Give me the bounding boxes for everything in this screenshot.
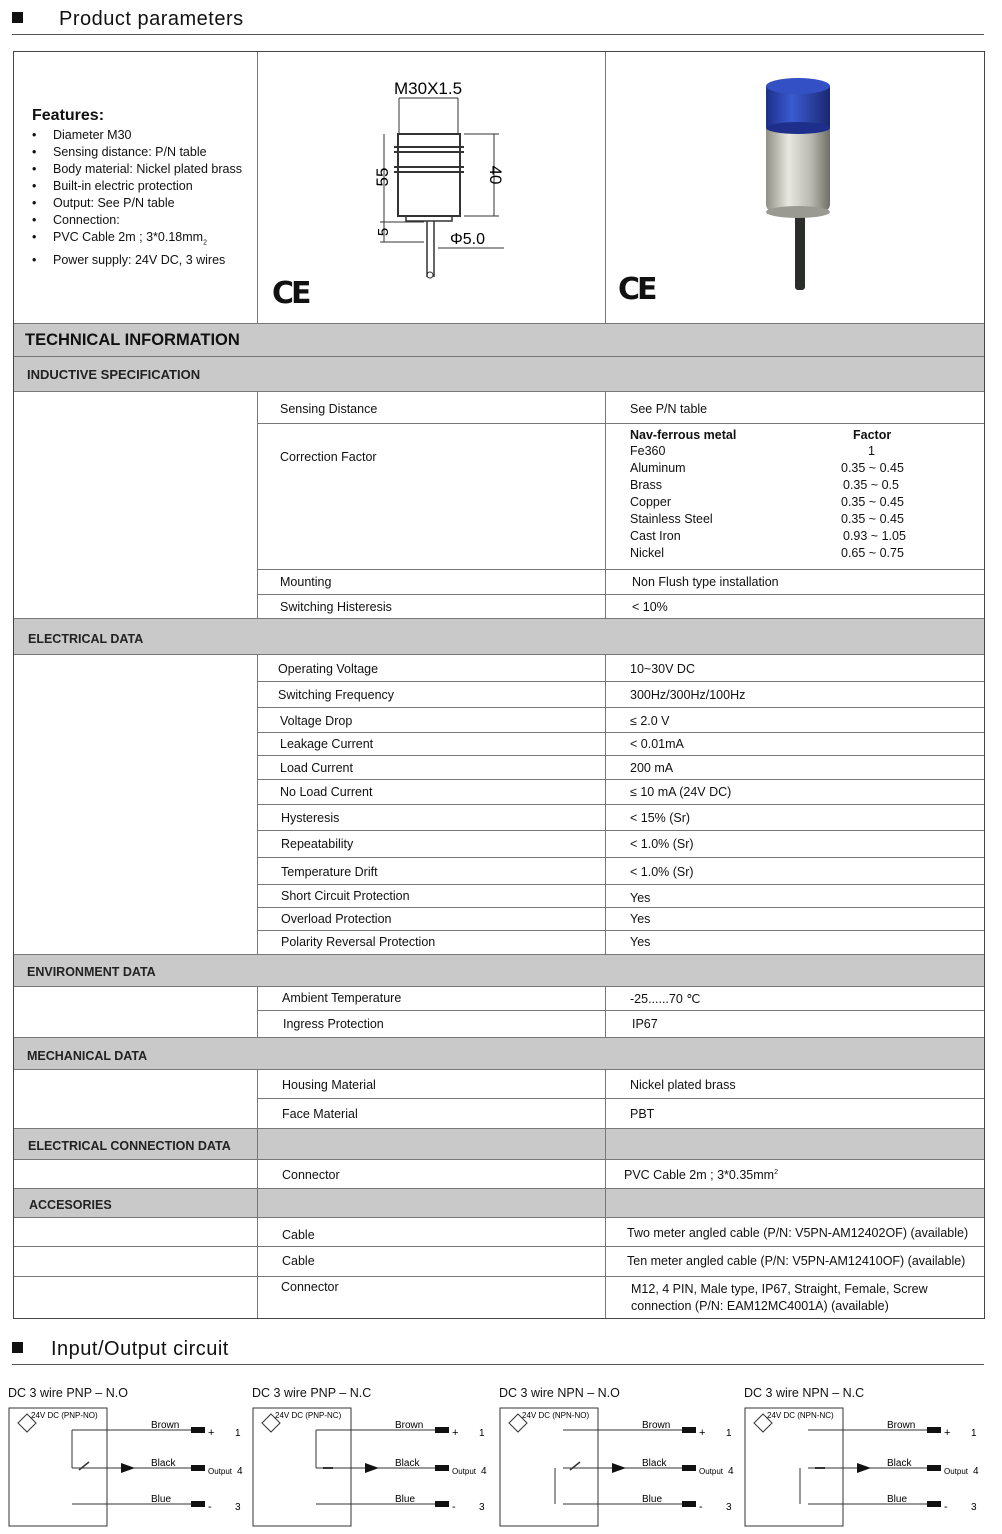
divider <box>12 1364 984 1365</box>
wire-label-black: Black <box>642 1458 667 1469</box>
pin-number: 3 <box>235 1502 241 1513</box>
divider <box>14 1246 984 1247</box>
divider <box>605 1128 606 1188</box>
divider <box>257 830 984 831</box>
terminal-output-label: Output <box>699 1467 724 1476</box>
cf-factor: 0.35 ~ 0.45 <box>841 461 904 475</box>
spec-label: Voltage Drop <box>280 714 353 728</box>
divider <box>257 804 984 805</box>
divider <box>14 1069 984 1070</box>
feature-item: • Output: See P/N table <box>32 195 242 212</box>
electrical-heading: ELECTRICAL DATA <box>28 632 144 646</box>
accessory-value-line2: connection (P/N: EAM12MC4001A) (available) <box>631 1299 889 1313</box>
terminal-icon <box>435 1465 449 1471</box>
electrical-header <box>14 618 984 654</box>
connection-detail-text: PVC Cable 2m ; 3*0.18mm <box>53 230 204 244</box>
ce-mark-icon: CE <box>618 272 655 307</box>
terminal-minus-label: - <box>699 1501 703 1513</box>
divider <box>257 857 984 858</box>
spec-value: Yes <box>630 891 651 905</box>
spec-label: Housing Material <box>282 1078 376 1092</box>
spec-label: Repeatability <box>281 837 354 851</box>
wire-label-blue: Blue <box>642 1494 663 1505</box>
square-bullet-icon <box>12 1342 23 1353</box>
terminal-output-label: Output <box>944 1467 969 1476</box>
wire-label-brown: Brown <box>887 1420 916 1431</box>
pin-number: 1 <box>235 1428 241 1439</box>
terminal-minus-label: - <box>452 1501 456 1513</box>
pin-number: 3 <box>726 1502 732 1513</box>
switch-contact <box>570 1462 580 1470</box>
spec-label: Polarity Reversal Protection <box>281 935 436 949</box>
pin-number: 4 <box>481 1466 487 1477</box>
cf-factor: 0.65 ~ 0.75 <box>841 546 904 560</box>
pin-number: 1 <box>479 1428 485 1439</box>
sensing-distance-value: See P/N table <box>630 402 708 416</box>
tech-info-header <box>14 323 984 356</box>
features-list <box>32 127 242 269</box>
terminal-output-label: Output <box>208 1467 233 1476</box>
divider <box>257 569 984 570</box>
spec-label: Temperature Drift <box>281 865 378 879</box>
environment-header <box>14 954 984 986</box>
circuit-title: DC 3 wire NPN – N.O <box>499 1386 620 1400</box>
spec-label: Overload Protection <box>281 912 392 926</box>
circuit-diagrams <box>0 1400 1002 1534</box>
sensing-distance-label: Sensing Distance <box>280 402 378 416</box>
terminal-icon <box>191 1465 205 1471</box>
divider <box>257 779 984 780</box>
spec-label: Ambient Temperature <box>282 991 402 1005</box>
circuit-diagram <box>500 1408 734 1526</box>
mounting-label: Mounting <box>280 575 332 589</box>
inductive-header <box>14 356 984 391</box>
divider <box>257 391 258 618</box>
terminal-minus-label: - <box>208 1501 212 1513</box>
tech-info-title: TECHNICAL INFORMATION <box>25 331 240 349</box>
spec-value: Yes <box>630 912 651 926</box>
divider <box>257 1188 258 1318</box>
terminal-icon <box>927 1427 941 1433</box>
sensor-image <box>754 76 844 296</box>
spec-label: Operating Voltage <box>278 662 379 676</box>
section-title-io-circuit <box>12 1338 229 1361</box>
spec-value: 300Hz/300Hz/100Hz <box>630 688 746 702</box>
spec-value: Nickel plated brass <box>630 1078 736 1092</box>
connector-label: Connector <box>282 1168 340 1182</box>
cf-metal: Nickel <box>630 546 665 560</box>
circuit-diagram <box>745 1408 979 1526</box>
spec-label: Load Current <box>280 761 353 775</box>
mechanical-heading: MECHANICAL DATA <box>27 1049 148 1063</box>
accessory-label: Connector <box>281 1280 339 1294</box>
sensor-box <box>745 1408 843 1526</box>
pin-number: 3 <box>971 1502 977 1513</box>
sensor-box-label: 24V DC (NPN-NC) <box>767 1411 834 1420</box>
spec-value: < 15% (Sr) <box>630 811 691 825</box>
spec-value: Yes <box>630 935 651 949</box>
square-bullet-icon <box>12 12 23 23</box>
cf-metal: Stainless Steel <box>630 512 713 526</box>
terminal-icon <box>682 1465 696 1471</box>
cf-metal: Copper <box>630 495 671 509</box>
terminal-plus-label: + <box>699 1427 706 1439</box>
mounting-value: Non Flush type installation <box>632 575 779 589</box>
cf-header-factor: Factor <box>853 428 892 442</box>
cf-metal: Cast Iron <box>630 529 681 543</box>
circuit-title: DC 3 wire NPN – N.C <box>744 1386 865 1400</box>
cable-dia-label: Φ5.0 <box>450 231 486 248</box>
divider <box>257 986 258 1037</box>
terminal-minus-label: - <box>944 1501 948 1513</box>
feature-item: • Connection: <box>32 212 242 229</box>
section-title-text: Product parameters <box>59 8 244 30</box>
accessory-label: Cable <box>282 1228 315 1242</box>
circuit-diagram <box>253 1408 487 1526</box>
wire-label-blue: Blue <box>887 1494 908 1505</box>
connection-header <box>14 1128 984 1159</box>
terminal-icon <box>927 1465 941 1471</box>
spec-value: < 0.01mA <box>630 737 684 751</box>
cf-factor: 1 <box>868 444 875 458</box>
spec-label: Short Circuit Protection <box>281 889 410 903</box>
connector-value-text: PVC Cable 2m ; 3*0.35mm <box>624 1168 775 1182</box>
divider <box>12 34 984 35</box>
accessory-value: M12, 4 PIN, Male type, IP67, Straight, Female, Screw <box>631 1282 928 1296</box>
spec-value: ≤ 10 mA (24V DC) <box>630 785 732 799</box>
cf-factor: 0.93 ~ 1.05 <box>843 529 906 543</box>
divider <box>605 391 606 618</box>
terminal-icon <box>682 1501 696 1507</box>
connector-value-sup: 2 <box>774 1168 778 1176</box>
connector-value <box>624 1168 778 1182</box>
accessory-value: Two meter angled cable (P/N: V5PN-AM12402OF) (available) <box>627 1226 969 1240</box>
switch-contact <box>79 1462 89 1470</box>
connection-heading: ELECTRICAL CONNECTION DATA <box>28 1139 231 1153</box>
thread-label: M30X1.5 <box>394 79 463 98</box>
pin-number: 4 <box>728 1466 734 1477</box>
divider <box>257 930 984 931</box>
sensor-box-label: 24V DC (PNP-NC) <box>275 1411 342 1420</box>
cf-factor: 0.35 ~ 0.5 <box>843 478 899 492</box>
feature-item: • Power supply: 24V DC, 3 wires <box>32 252 242 269</box>
circuit-title: DC 3 wire PNP – N.O <box>8 1386 128 1400</box>
divider <box>257 755 984 756</box>
pin-number: 1 <box>971 1428 977 1439</box>
spec-value: IP67 <box>632 1017 658 1031</box>
feature-item: • Sensing distance: P/N table <box>32 144 242 161</box>
terminal-plus-label: + <box>944 1427 951 1439</box>
terminal-output-label: Output <box>452 1467 477 1476</box>
terminal-icon <box>927 1501 941 1507</box>
spec-value: 200 mA <box>630 761 674 775</box>
divider <box>14 1159 984 1160</box>
spec-label: Switching Frequency <box>278 688 395 702</box>
length-total-label: 55 <box>373 167 392 187</box>
wire-label-black: Black <box>395 1458 420 1469</box>
sensor-box <box>500 1408 598 1526</box>
cf-metal: Fe360 <box>630 444 666 458</box>
connection-sup: 2 <box>203 239 207 247</box>
cf-metal: Brass <box>630 478 662 492</box>
sensor-box-label: 24V DC (NPN-NO) <box>522 1411 590 1420</box>
divider <box>257 594 984 595</box>
section-title-text: Input/Output circuit <box>51 1338 229 1360</box>
pin-number: 1 <box>726 1428 732 1439</box>
divider <box>605 986 606 1037</box>
wire-label-brown: Brown <box>642 1420 671 1431</box>
cf-factor: 0.35 ~ 0.45 <box>841 512 904 526</box>
spec-value: -25......70 ℃ <box>630 992 701 1006</box>
divider <box>257 884 984 885</box>
terminal-icon <box>435 1427 449 1433</box>
pin-number: 4 <box>973 1466 979 1477</box>
divider <box>257 1128 258 1188</box>
inductive-heading: INDUCTIVE SPECIFICATION <box>27 367 201 382</box>
spec-label: Leakage Current <box>280 737 374 751</box>
output-arrow-icon <box>121 1463 135 1473</box>
pin-number: 3 <box>479 1502 485 1513</box>
terminal-plus-label: + <box>208 1427 215 1439</box>
spec-label: No Load Current <box>280 785 373 799</box>
spec-label: Hysteresis <box>281 811 340 825</box>
length-face-label: 5 <box>375 227 392 237</box>
spec-value: PBT <box>630 1107 655 1121</box>
divider <box>605 52 606 323</box>
spec-table <box>13 51 985 1319</box>
divider <box>14 654 984 655</box>
sensor-box <box>9 1408 107 1526</box>
correction-factor-label: Correction Factor <box>280 450 377 464</box>
wire-label-brown: Brown <box>395 1420 424 1431</box>
sensor-box <box>253 1408 351 1526</box>
length-body-label: 40 <box>486 165 505 185</box>
divider <box>257 423 984 424</box>
sensor-box-label: 24V DC (PNP-NO) <box>31 1411 98 1420</box>
switching-histeresis-value: < 10% <box>632 600 668 614</box>
pin-number: 4 <box>237 1466 243 1477</box>
terminal-plus-label: + <box>452 1427 459 1439</box>
spec-value: < 1.0% (Sr) <box>630 837 694 851</box>
accessory-label: Cable <box>282 1254 315 1268</box>
divider <box>14 986 984 987</box>
terminal-icon <box>682 1427 696 1433</box>
cf-header-metal: Nav-ferrous metal <box>630 428 737 442</box>
divider <box>257 1010 984 1011</box>
spec-label: Ingress Protection <box>283 1017 384 1031</box>
wire-label-blue: Blue <box>395 1494 416 1505</box>
terminal-icon <box>191 1501 205 1507</box>
mechanical-header <box>14 1037 984 1069</box>
section-title-product-parameters <box>12 8 244 31</box>
divider <box>257 52 258 323</box>
divider <box>257 907 984 908</box>
spec-value: ≤ 2.0 V <box>630 714 670 728</box>
feature-connection-detail <box>32 229 242 252</box>
accessory-value: Ten meter angled cable (P/N: V5PN-AM12410OF) (available) <box>627 1254 966 1268</box>
features-title: Features: <box>32 107 105 124</box>
environment-heading: ENVIRONMENT DATA <box>27 965 156 979</box>
terminal-icon <box>435 1501 449 1507</box>
accessories-header <box>14 1188 984 1217</box>
divider <box>257 732 984 733</box>
cf-factor: 0.35 ~ 0.45 <box>841 495 904 509</box>
ce-mark-icon: CE <box>272 276 309 311</box>
wire-label-black: Black <box>151 1458 176 1469</box>
circuit-title: DC 3 wire PNP – N.C <box>252 1386 372 1400</box>
output-arrow-icon <box>612 1463 626 1473</box>
divider <box>14 391 984 392</box>
feature-item: • Diameter M30 <box>32 127 242 144</box>
divider <box>257 1098 984 1099</box>
spec-value: 10~30V DC <box>630 662 695 676</box>
accessories-heading: ACCESORIES <box>29 1198 112 1212</box>
dimension-drawing <box>354 72 524 287</box>
feature-item: • Body material: Nickel plated brass <box>32 161 242 178</box>
switching-histeresis-label: Switching Histeresis <box>280 600 392 614</box>
wire-label-blue: Blue <box>151 1494 172 1505</box>
cf-metal: Aluminum <box>630 461 686 475</box>
circuit-diagram <box>9 1408 243 1526</box>
divider <box>14 1217 984 1218</box>
spec-value: < 1.0% (Sr) <box>630 865 694 879</box>
spec-label: Face Material <box>282 1107 358 1121</box>
feature-item: • Built-in electric protection <box>32 178 242 195</box>
divider <box>14 1276 984 1277</box>
output-arrow-icon <box>365 1463 379 1473</box>
wire-label-black: Black <box>887 1458 912 1469</box>
output-arrow-icon <box>857 1463 871 1473</box>
divider <box>605 1188 606 1318</box>
divider <box>257 681 984 682</box>
divider <box>257 707 984 708</box>
wire-label-brown: Brown <box>151 1420 180 1431</box>
terminal-icon <box>191 1427 205 1433</box>
